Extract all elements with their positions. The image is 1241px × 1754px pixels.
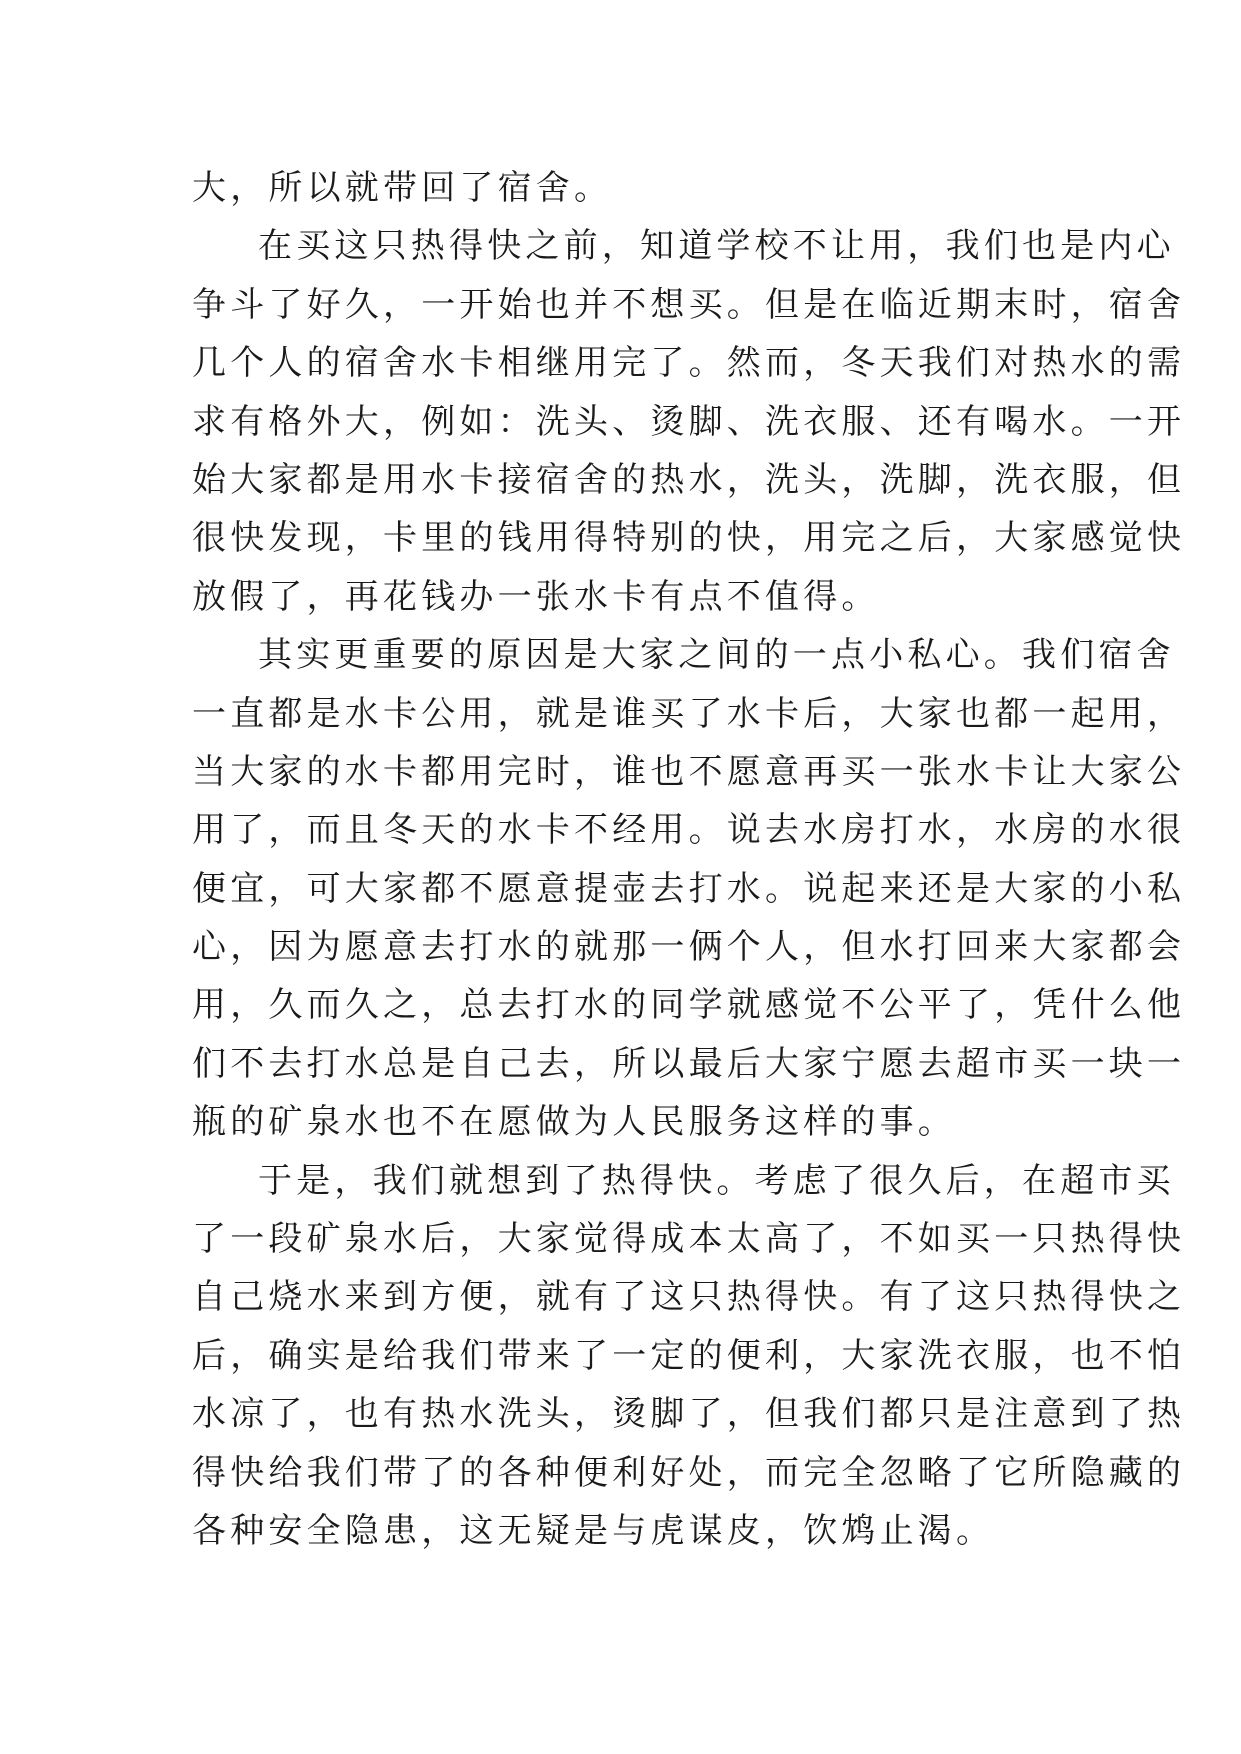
- text-line: 后，确实是给我们带来了一定的便利，大家洗衣服，也不怕: [192, 1335, 1186, 1376]
- text-line: 求有格外大，例如：洗头、烫脚、洗衣服、还有喝水。一开: [192, 401, 1186, 442]
- paragraph-first-line: 其实更重要的原因是大家之间的一点小私心。我们宿舍: [258, 635, 1175, 676]
- text-line: 很快发现，卡里的钱用得特别的快，用完之后，大家感觉快: [192, 518, 1186, 559]
- text-line: 始大家都是用水卡接宿舍的热水，洗头，洗脚，洗衣服，但: [192, 459, 1186, 500]
- text-line: 争斗了好久，一开始也并不想买。但是在临近期末时，宿舍: [192, 284, 1186, 325]
- text-line: 自己烧水来到方便，就有了这只热得快。有了这只热得快之: [192, 1277, 1186, 1318]
- text-line: 们不去打水总是自己去，所以最后大家宁愿去超市买一块一: [192, 1043, 1186, 1084]
- paragraph-first-line: 于是，我们就想到了热得快。考虑了很久后，在超市买: [258, 1160, 1175, 1201]
- text-line: 各种安全隐患，这无疑是与虎谋皮，饮鸩止渴。: [192, 1510, 995, 1551]
- text-line: 几个人的宿舍水卡相继用完了。然而，冬天我们对热水的需: [192, 343, 1186, 384]
- text-line: 水凉了，也有热水洗头，烫脚了，但我们都只是注意到了热: [192, 1394, 1186, 1435]
- text-line: 瓶的矿泉水也不在愿做为人民服务这样的事。: [192, 1102, 956, 1143]
- document-page: [192, 159, 1186, 1560]
- text-line: 心，因为愿意去打水的就那一俩个人，但水打回来大家都会: [192, 927, 1186, 968]
- text-line: 大，所以就带回了宿舍。: [192, 168, 613, 208]
- text-line: 用，久而久之，总去打水的同学就感觉不公平了，凭什么他: [192, 985, 1186, 1026]
- text-line: 一直都是水卡公用，就是谁买了水卡后，大家也都一起用，: [192, 693, 1186, 734]
- text-line: 了一段矿泉水后，大家觉得成本太高了，不如买一只热得快: [192, 1219, 1186, 1260]
- text-line: 得快给我们带了的各种便利好处，而完全忽略了它所隐藏的: [192, 1452, 1186, 1493]
- text-line: 用了，而且冬天的水卡不经用。说去水房打水，水房的水很: [192, 810, 1186, 851]
- text-line: 便宜，可大家都不愿意提壶去打水。说起来还是大家的小私: [192, 868, 1186, 909]
- text-line: 放假了，再花钱办一张水卡有点不值得。: [192, 576, 880, 617]
- text-line: 当大家的水卡都用完时，谁也不愿意再买一张水卡让大家公: [192, 751, 1186, 792]
- paragraph-first-line: 在买这只热得快之前，知道学校不让用，我们也是内心: [258, 226, 1175, 267]
